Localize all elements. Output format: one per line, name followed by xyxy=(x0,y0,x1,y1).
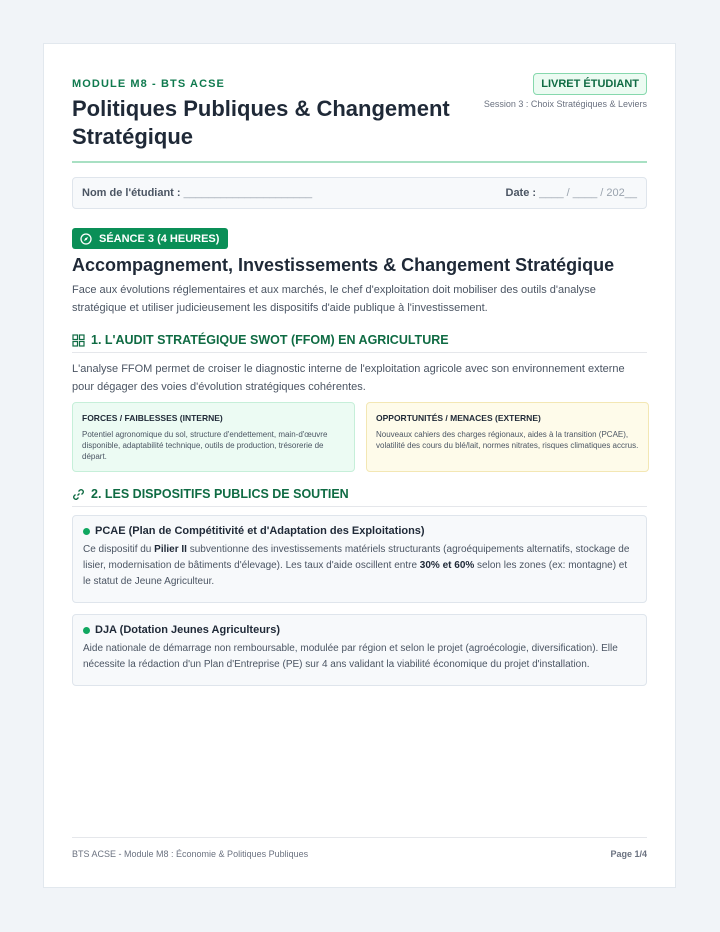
pcae-text xyxy=(83,542,636,590)
seance-badge xyxy=(72,228,228,249)
pcae-text-part: selon les zones (ex: montagne) et le statut de Jeune Agriculteur. xyxy=(83,560,628,587)
header-divider xyxy=(72,161,647,163)
compass-icon xyxy=(80,233,92,245)
section-1-text: L'analyse FFOM permet de croiser le diagnostic interne de l'exploitation agricole avec son environnement externe pour dégager des voies d'évolution stratégiques cohérentes. xyxy=(72,363,625,393)
page-content xyxy=(72,44,647,887)
dja-text: Aide nationale de démarrage non remboursable, modulée par région et selon le projet (agroécologie, diversification). Elle nécessite la rédaction d'un Plan d'Entreprise (PE) sur 4 ans validant la viabilité économique du projet d'installation. xyxy=(83,643,618,670)
pcae-text-bold: 30% et 60% xyxy=(419,560,475,571)
intro-paragraph: Face aux évolutions réglementaires et aux marchés, le chef d'exploitation doit mobiliser des outils d'analyse stratégique et utiliser judicieusement les dispositifs d'aide publique à l'investissement. xyxy=(72,284,596,314)
pcae-title xyxy=(83,525,636,537)
footer-divider xyxy=(72,837,647,838)
student-name-field[interactable] xyxy=(82,187,312,199)
section-2-title xyxy=(72,487,349,501)
pcae-title-text: PCAE (Plan de Compétitivité et d'Adaptation des Exploitations) xyxy=(95,525,425,537)
bullet-dot xyxy=(83,627,90,634)
pcae-text-part: subventionne des investissements matériels structurants (agroéquipements alternatifs, stockage de lisier, modernisation de bâtiments d'élevage). Les taux d'aide oscillent entre xyxy=(83,544,630,571)
swot-internal-card xyxy=(72,402,355,472)
pcae-text-bold: Pilier II xyxy=(154,544,187,555)
pcae-card xyxy=(72,515,647,603)
page-title: Politiques Publiques & Changement Stratégique xyxy=(72,96,450,149)
link-icon xyxy=(72,488,85,501)
dja-card xyxy=(72,614,647,686)
student-name-label: Nom de l'étudiant : xyxy=(82,187,181,199)
swot-external-card xyxy=(366,402,649,472)
dja-title-text: DJA (Dotation Jeunes Agriculteurs) xyxy=(95,624,280,636)
swot-external-title: OPPORTUNITÉS / MENACES (EXTERNE) xyxy=(376,413,541,423)
date-field[interactable] xyxy=(506,187,638,199)
swot-external-text: Nouveaux cahiers des charges régionaux, aides à la transition (PCAE), volatilité des cours du blé/lait, normes nitrates, risques climatiques accrus. xyxy=(376,430,639,450)
student-name-blank: _____________________ xyxy=(183,187,313,199)
pcae-text-part: Ce dispositif du xyxy=(83,544,155,555)
swot-internal-text: Potentiel agronomique du sol, structure d'endettement, main-d'œuvre disponible, adaptabilité technique, outils de production, trésorerie de départ. xyxy=(82,430,328,461)
student-info-box xyxy=(72,177,647,209)
section-1-title xyxy=(72,333,449,347)
section-1-title-text: 1. L'AUDIT STRATÉGIQUE SWOT (FFOM) EN AGRICULTURE xyxy=(91,333,449,347)
section-2-divider xyxy=(72,506,647,507)
student-booklet-badge: LIVRET ÉTUDIANT xyxy=(533,73,647,95)
module-tag: MODULE M8 - BTS ACSE xyxy=(72,78,225,90)
page-number: Page 1/4 xyxy=(610,849,647,859)
seance-label: SÉANCE 3 (4 HEURES) xyxy=(99,232,220,245)
section-2-title-text: 2. LES DISPOSITIFS PUBLICS DE SOUTIEN xyxy=(91,487,349,501)
dja-title xyxy=(83,624,636,636)
bullet-dot xyxy=(83,528,90,535)
section-1-divider xyxy=(72,352,647,353)
grid-icon xyxy=(72,334,85,347)
swot-internal-title: FORCES / FAIBLESSES (INTERNE) xyxy=(82,413,223,423)
date-label: Date : xyxy=(505,187,537,199)
date-blank: ____ / ____ / 202__ xyxy=(539,187,637,199)
session-subtitle: Session 3 : Choix Stratégiques & Leviers xyxy=(483,99,647,109)
main-heading: Accompagnement, Investissements & Changement Stratégique xyxy=(72,255,615,275)
footer-left-text: BTS ACSE - Module M8 : Économie & Politiques Publiques xyxy=(72,849,309,859)
document-page xyxy=(43,43,676,888)
